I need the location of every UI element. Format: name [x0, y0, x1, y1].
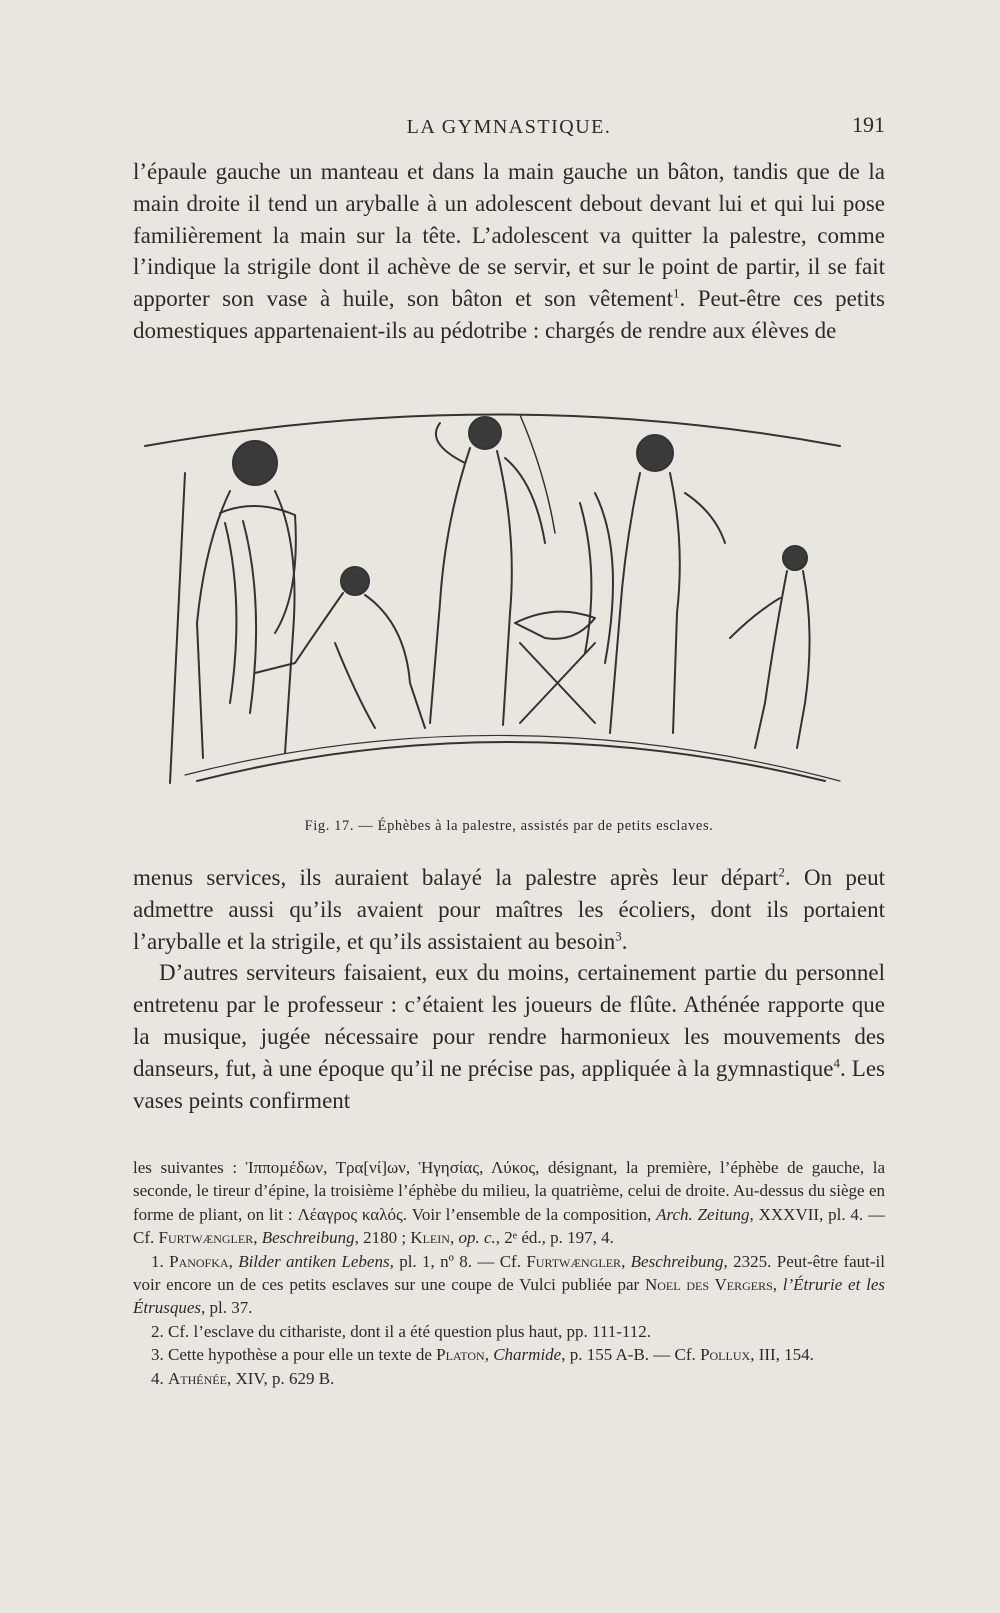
- citation-title: Arch. Zeitung: [656, 1204, 750, 1224]
- page-number: 191: [852, 112, 885, 137]
- paragraph: [133, 862, 885, 957]
- citation-title: Beschreibung: [630, 1251, 724, 1271]
- text-run: . Les vases peints confirment: [133, 1055, 885, 1113]
- citation-title: l’Étrurie et les Étrusques: [133, 1275, 885, 1318]
- figure-vase-painting: [125, 403, 875, 813]
- author-name: Klein: [410, 1228, 450, 1248]
- citation-title: op. c.: [458, 1228, 496, 1248]
- text-run: .: [621, 928, 628, 954]
- text-run: les suivantes : Ἱπποµέδων, Τρα[νί]ων, Ἡγησίας, Λύκος, désignant, la première, l’éphèbe de gauche, la seconde, le tireur d’épine, la troisième l’éphèbe du milieu, la quatrième, celui de droite. Au-dessus du siège en forme de pliant, on lit : Λέαγρος καλός. Voir l’ensemble de la composition,: [133, 1158, 885, 1224]
- text-run: , 2325. Peut-être faut-il voir encore un de ces petits esclaves sur une coupe de Vulci publiée par: [133, 1251, 885, 1295]
- text-run: , p. 155 A-B. — Cf.: [561, 1345, 701, 1365]
- text-run: . Peut-être ces petits domestiques appartenaient-ils au pédotribe : chargés de rendre aux élèves de: [133, 286, 885, 343]
- citation-title: Bilder antiken Lebens: [238, 1251, 390, 1271]
- text-run: 1.: [151, 1251, 170, 1271]
- text-run: ,: [449, 1228, 459, 1248]
- text-run: 3. Cette hypothèse a pour elle un texte de: [151, 1345, 437, 1365]
- text-run: , 2180 ;: [354, 1228, 411, 1248]
- author-name: Platon: [436, 1345, 485, 1365]
- author-name: Panofka: [169, 1251, 229, 1271]
- citation-title: Beschreibung: [261, 1228, 355, 1248]
- paragraph: [133, 156, 885, 347]
- footnote-2: 2. Cf. l’esclave du cithariste, dont il a été question plus haut, pp. 111-112.: [151, 1321, 651, 1341]
- author-name: Athénée: [168, 1368, 227, 1388]
- footnote-continuation: [133, 1156, 885, 1250]
- text-run: D’autres serviteurs faisaient, eux du moins, certainement partie du personnel entretenu par le professeur : c’étaient les joueurs de flûte. Athénée rapporte que la musique, jugée nécessaire pour rendre harmonieux les mouvements des danseurs, fut, à une époque qu’il ne précise pas, appliquée à la gymnastique: [133, 960, 885, 1081]
- text-run: ,: [228, 1251, 239, 1271]
- text-run: , XXXVII, pl. 4. — Cf.: [133, 1204, 885, 1248]
- author-name: Noel des Vergers: [644, 1275, 773, 1295]
- text-run: ,: [772, 1275, 783, 1295]
- footnote-1: [133, 1250, 885, 1320]
- footnote-ref[interactable]: 2: [778, 864, 785, 880]
- author-name: Furtwængler: [526, 1251, 622, 1271]
- paragraph: [133, 957, 885, 1116]
- text-run: menus services, ils auraient balayé la palestre après leur départ: [133, 865, 779, 890]
- text-run: , XIV, p. 629 B.: [226, 1368, 335, 1388]
- body-text-top: [133, 156, 885, 347]
- footnote-ref[interactable]: 3: [615, 927, 622, 943]
- text-run: l’épaule gauche un manteau et dans la main gauche un bâton, tandis que de la main droite il tend un aryballe à un adolescent debout devant lui et qui lui pose familièrement la main sur la tête. L’adolescent va quitter la palestre, comme l’indique la strigile dont il achève de se servir, et sur le point de partir, il se fait apporter son vase à huile, son bâton et son vêtement: [133, 159, 885, 312]
- text-run: , III, 154.: [750, 1345, 814, 1365]
- running-title: LA GYMNASTIQUE.: [406, 116, 612, 138]
- text-run: ,: [253, 1228, 262, 1248]
- text-run: , pl. 37.: [201, 1298, 253, 1318]
- figure-caption: Fig. 17. — Éphèbes à la palestre, assistés par de petits esclaves.: [304, 818, 714, 834]
- text-run: , 2ᵉ éd., p. 197, 4.: [495, 1228, 614, 1248]
- author-name: Pollux: [700, 1345, 751, 1365]
- text-run: . On peut admettre aussi qu’ils avaient pour maîtres les écoliers, dont ils portaient l’aryballe et la strigile, et qu’ils assistaient au besoin: [133, 865, 885, 954]
- footnote-3: [133, 1343, 885, 1366]
- footnotes: [133, 1156, 885, 1390]
- running-head: [133, 112, 885, 142]
- footnote-ref[interactable]: 4: [833, 1055, 840, 1071]
- text-run: ,: [484, 1345, 494, 1365]
- citation-title: Charmide: [493, 1345, 562, 1365]
- text-run: 4.: [151, 1368, 168, 1388]
- author-name: Furtwængler: [158, 1228, 254, 1248]
- text-run: , pl. 1, nº 8. — Cf.: [389, 1251, 527, 1271]
- footnote-4: [133, 1367, 885, 1390]
- text-run: ,: [621, 1251, 631, 1271]
- footnote-ref[interactable]: 1: [672, 285, 680, 301]
- body-text-bottom: [133, 862, 885, 1116]
